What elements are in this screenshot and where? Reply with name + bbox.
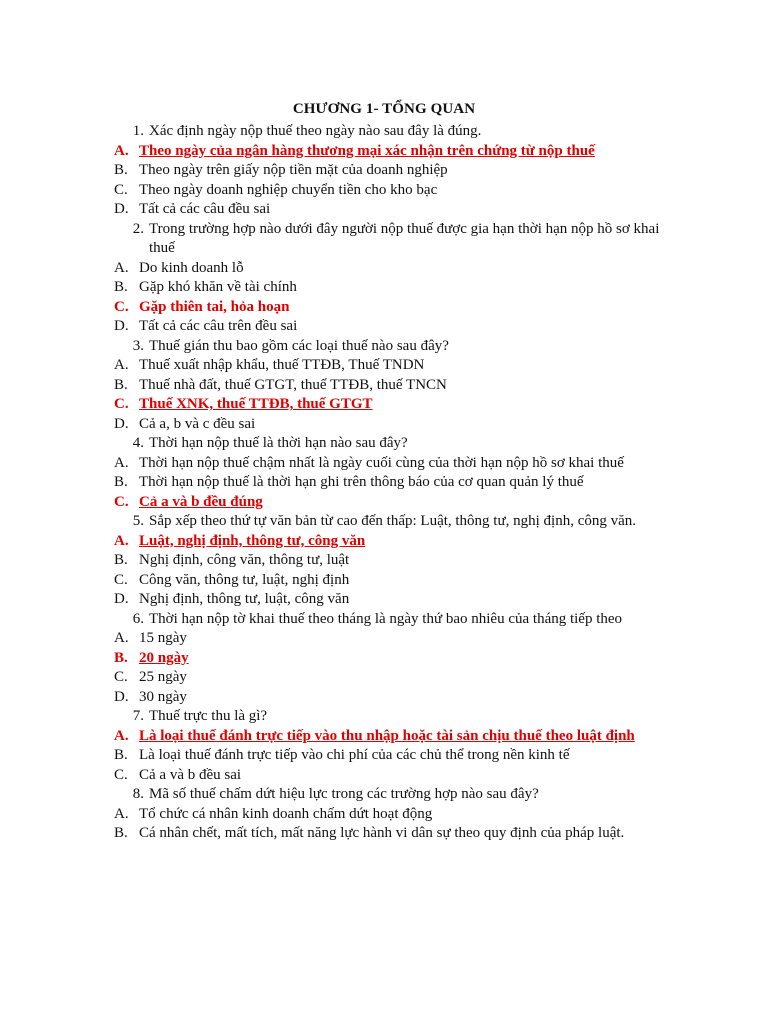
question (114, 610, 674, 630)
answer-option (114, 629, 674, 649)
answer-option (114, 376, 674, 396)
option-letter: B. (114, 552, 128, 568)
option-text: Theo ngày trên giấy nộp tiền mặt của doanh nghiệp (139, 162, 448, 178)
option-text: Gặp thiên tai, hỏa hoạn (139, 298, 290, 315)
answer-option (114, 824, 674, 844)
question-number: 3. (132, 337, 144, 354)
question (114, 337, 674, 357)
option-letter: D. (114, 201, 129, 217)
option-letter: C. (114, 396, 129, 412)
option-letter: C. (114, 298, 129, 315)
question-text: Thời hạn nộp thuế là thời hạn nào sau đây? (149, 435, 408, 451)
option-text: Nghị định, thông tư, luật, công văn (139, 591, 350, 607)
option-text: Nghị định, công văn, thông tư, luật (139, 552, 350, 568)
option-letter: C. (114, 766, 128, 783)
question-number: 4. (132, 435, 144, 451)
option-text: Cả a và b đều sai (139, 766, 242, 783)
option-text: Là loại thuế đánh trực tiếp vào chi phí của các chủ thể trong nền kinh tế (139, 747, 570, 763)
answer-option (114, 278, 674, 298)
option-letter: A. (114, 727, 129, 744)
question-number: 7. (132, 708, 144, 724)
answer-option (114, 571, 674, 591)
answer-option (114, 454, 674, 474)
option-letter: B. (114, 162, 128, 178)
option-text: Tất cả các câu trên đều sai (139, 318, 298, 334)
answer-option (114, 473, 674, 493)
question-text: Xác định ngày nộp thuế theo ngày nào sau đây là đúng. (149, 123, 482, 139)
option-text: Thời hạn nộp thuế chậm nhất là ngày cuối cùng của thời hạn nộp hồ sơ khai thuế (139, 454, 624, 471)
answer-option (114, 317, 674, 337)
answer-option (114, 590, 674, 610)
answer-option-correct (114, 493, 674, 513)
option-letter: A. (114, 142, 129, 159)
option-letter: A. (114, 532, 129, 549)
answer-option (114, 259, 674, 279)
answer-option (114, 766, 674, 786)
option-text: Tổ chức cá nhân kinh doanh chấm dứt hoạt động (139, 805, 433, 822)
option-letter: B. (114, 649, 128, 666)
answer-option-correct (114, 298, 674, 318)
option-text: Thuế xuất nhập khẩu, thuế TTĐB, Thuế TNDN (139, 357, 425, 373)
option-letter: A. (114, 630, 129, 646)
answer-option (114, 181, 674, 201)
question-number: 8. (132, 786, 144, 802)
answer-option (114, 200, 674, 220)
option-text: Tất cả các câu đều sai (139, 201, 271, 217)
question (114, 707, 674, 727)
question-number: 6. (132, 610, 144, 627)
answer-option-correct (114, 727, 674, 747)
question (114, 220, 674, 259)
option-text: Luật, nghị định, thông tư, công văn (139, 532, 366, 549)
answer-option (114, 356, 674, 376)
option-letter: B. (114, 747, 128, 763)
option-letter: C. (114, 181, 128, 198)
option-letter: C. (114, 669, 128, 685)
answer-option-correct (114, 532, 674, 552)
option-text: Công văn, thông tư, luật, nghị định (139, 571, 350, 588)
answer-option-correct (114, 142, 674, 162)
question-text: Thuế gián thu bao gồm các loại thuế nào sau đây? (149, 337, 449, 354)
option-text: Cả a và b đều đúng (139, 493, 263, 510)
question (114, 785, 674, 805)
option-text: Gặp khó khăn về tài chính (139, 279, 297, 295)
answer-option (114, 805, 674, 825)
question-number: 5. (132, 513, 144, 529)
question-number: 2. (132, 220, 144, 237)
question-number: 1. (132, 123, 144, 139)
question (114, 122, 674, 142)
option-text: Thuế XNK, thuế TTĐB, thuế GTGT (139, 396, 373, 412)
answer-option (114, 415, 674, 435)
question-text: Mã số thuế chấm dứt hiệu lực trong các trường hợp nào sau đây? (149, 786, 539, 802)
option-letter: B. (114, 825, 128, 841)
option-letter: C. (114, 571, 128, 588)
option-text: Do kinh doanh lỗ (139, 259, 244, 276)
answer-option (114, 688, 674, 708)
option-text: 25 ngày (139, 669, 187, 685)
option-letter: B. (114, 279, 128, 295)
answer-option-correct (114, 395, 674, 415)
answer-option-correct (114, 649, 674, 669)
option-text: 30 ngày (139, 688, 187, 705)
question-text: Thời hạn nộp tờ khai thuế theo tháng là ngày thứ bao nhiêu của tháng tiếp theo (149, 610, 623, 627)
option-letter: C. (114, 493, 129, 510)
option-text: Thời hạn nộp thuế là thời hạn ghi trên thông báo của cơ quan quản lý thuế (139, 474, 584, 490)
option-letter: A. (114, 805, 129, 822)
question-text: Sắp xếp theo thứ tự văn bản từ cao đến thấp: Luật, thông tư, nghị định, công văn. (149, 513, 637, 529)
option-letter: A. (114, 357, 129, 373)
option-letter: B. (114, 376, 128, 393)
option-text: Cả a, b và c đều sai (139, 415, 256, 432)
question-list (114, 122, 674, 844)
chapter-title: CHƯƠNG 1- TỔNG QUAN (292, 101, 476, 117)
option-text: Là loại thuế đánh trực tiếp vào thu nhập hoặc tài sản chịu thuế theo luật định (139, 727, 635, 744)
option-letter: B. (114, 474, 128, 490)
option-text: Theo ngày của ngân hàng thương mại xác nhận trên chứng từ nộp thuế (139, 142, 595, 159)
question (114, 512, 674, 532)
option-letter: A. (114, 454, 129, 471)
answer-option (114, 161, 674, 181)
option-text: Thuế nhà đất, thuế GTGT, thuế TTĐB, thuế TNCN (139, 376, 447, 393)
question-text: Trong trường hợp nào dưới đây người nộp thuế được gia hạn thời hạn nộp hồ sơ khai thuế (149, 220, 660, 256)
option-letter: A. (114, 259, 129, 276)
answer-option (114, 668, 674, 688)
option-text: Theo ngày doanh nghiệp chuyển tiền cho kho bạc (139, 181, 438, 198)
option-letter: D. (114, 318, 129, 334)
answer-option (114, 746, 674, 766)
option-text: 20 ngày (139, 649, 189, 666)
question (114, 434, 674, 454)
option-text: Cá nhân chết, mất tích, mất năng lực hành vi dân sự theo quy định của pháp luật. (139, 825, 625, 841)
option-letter: D. (114, 591, 129, 607)
option-letter: D. (114, 688, 129, 705)
option-text: 15 ngày (139, 630, 187, 646)
question-text: Thuế trực thu là gì? (149, 708, 268, 724)
answer-option (114, 551, 674, 571)
option-letter: D. (114, 415, 129, 432)
